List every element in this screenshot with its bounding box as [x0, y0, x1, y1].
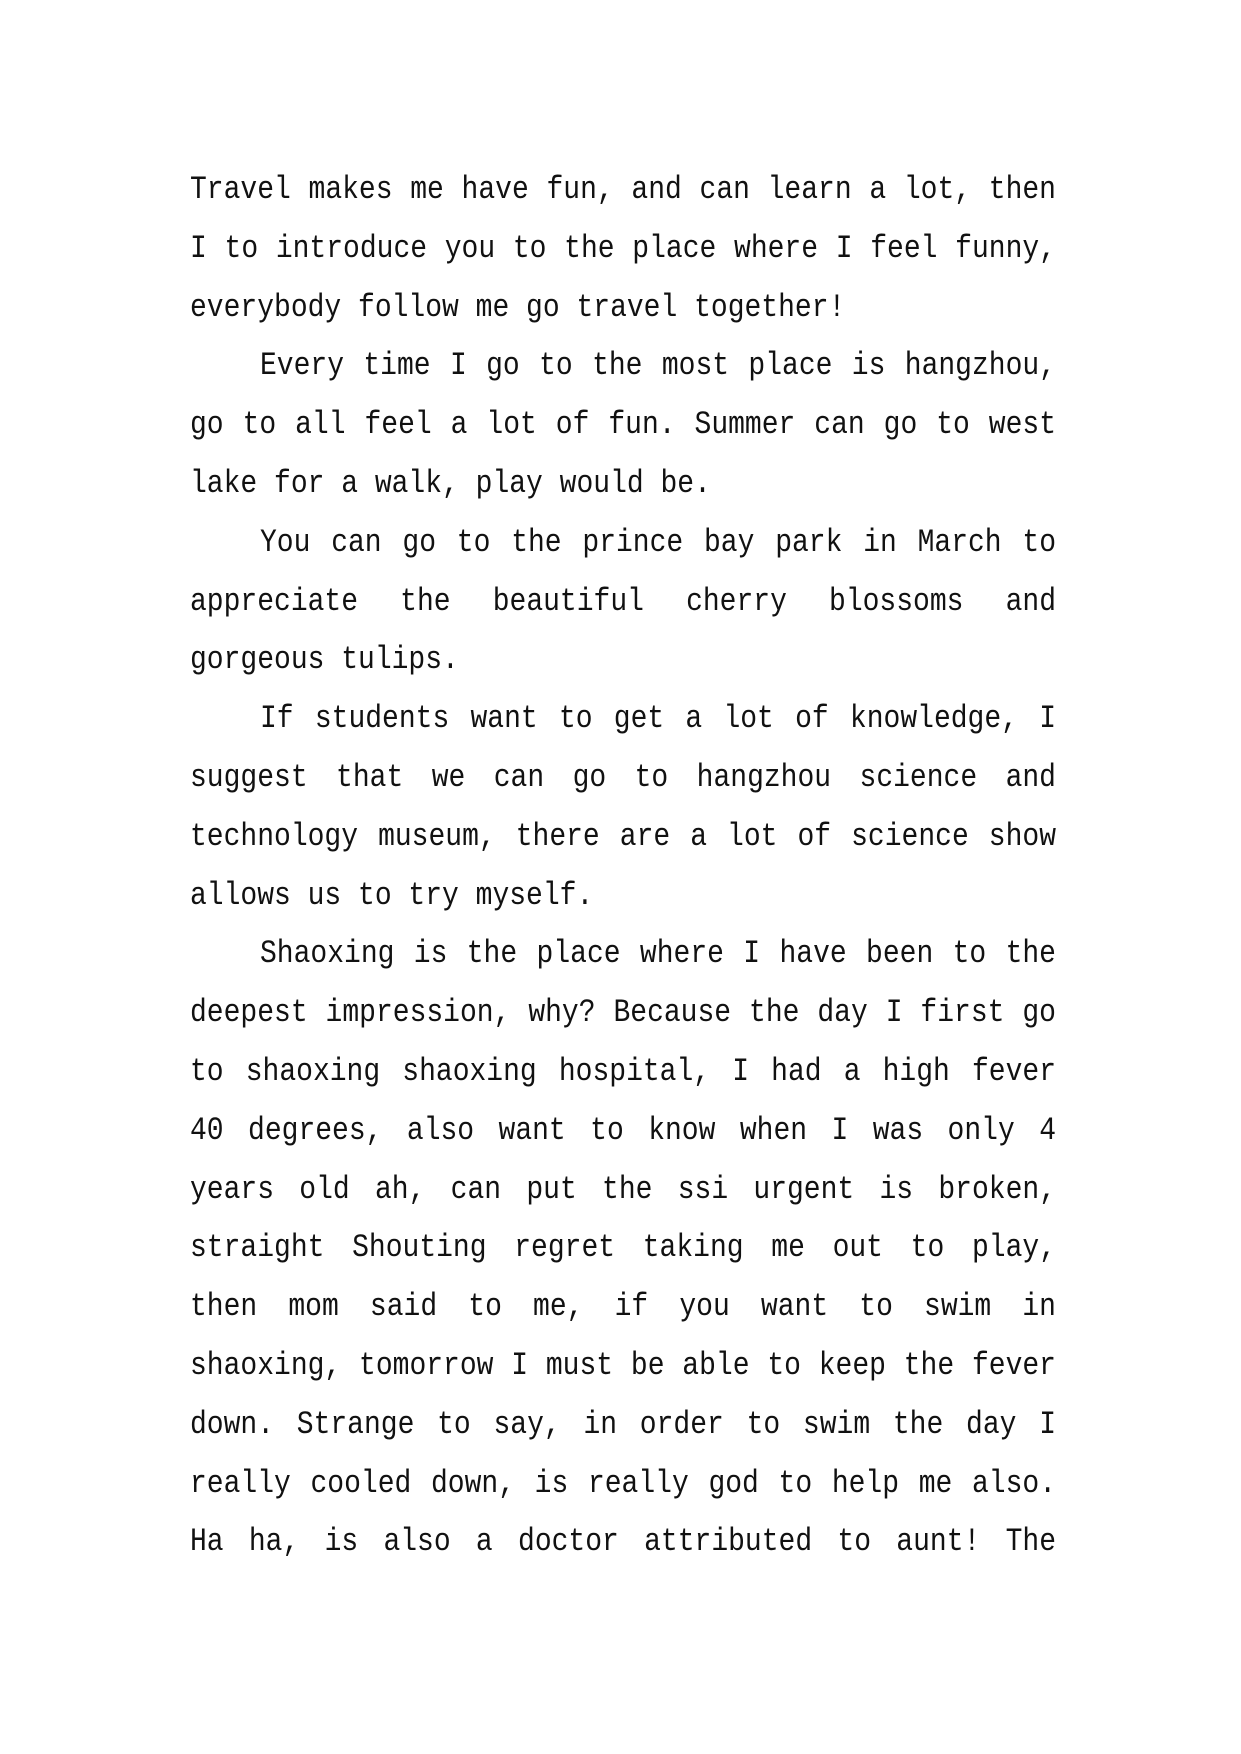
text-line: allows us to try myself. — [190, 878, 594, 914]
text-line: go to all feel a lot of fun. Summer can go to west — [190, 407, 1056, 444]
text-line: If students want to get a lot of knowledge, I — [260, 701, 1056, 738]
text-line: You can go to the prince bay park in March to — [260, 525, 1056, 562]
text-line: I to introduce you to the place where I feel funny, — [190, 231, 1056, 268]
text-line: appreciate the beautiful cherry blossoms and — [190, 584, 1056, 620]
text-line: everybody follow me go travel together! — [190, 290, 846, 326]
text-line: lake for a walk, play would be. — [190, 466, 711, 503]
text-line: straight Shouting regret taking me out to play, — [190, 1231, 1056, 1267]
text-line: technology museum, there are a lot of science show — [190, 819, 1056, 856]
text-line: really cooled down, is really god to help me also. — [190, 1466, 1056, 1502]
text-line: years old ah, can put the ssi urgent is broken, — [190, 1172, 1056, 1208]
text-line: to shaoxing shaoxing hospital, I had a high fever — [190, 1054, 1056, 1091]
text-line: Every time I go to the most place is hangzhou, — [260, 349, 1056, 385]
text-line: suggest that we can go to hangzhou science and — [190, 760, 1056, 797]
text-line: down. Strange to say, in order to swim the day I — [190, 1407, 1056, 1444]
text-line: 40 degrees, also want to know when I was only 4 — [190, 1113, 1056, 1150]
text-line: deepest impression, why? Because the day I first go — [190, 995, 1056, 1032]
text-line: Ha ha, is also a doctor attributed to aunt! The — [190, 1525, 1056, 1561]
text-line: Travel makes me have fun, and can learn a lot, then — [190, 172, 1056, 209]
document-body — [190, 167, 1056, 1578]
text-line: shaoxing, tomorrow I must be able to keep the fever — [190, 1348, 1056, 1385]
text-line: then mom said to me, if you want to swim in — [190, 1289, 1056, 1326]
text-line: gorgeous tulips. — [190, 643, 459, 679]
text-line: Shaoxing is the place where I have been to the — [260, 937, 1056, 973]
